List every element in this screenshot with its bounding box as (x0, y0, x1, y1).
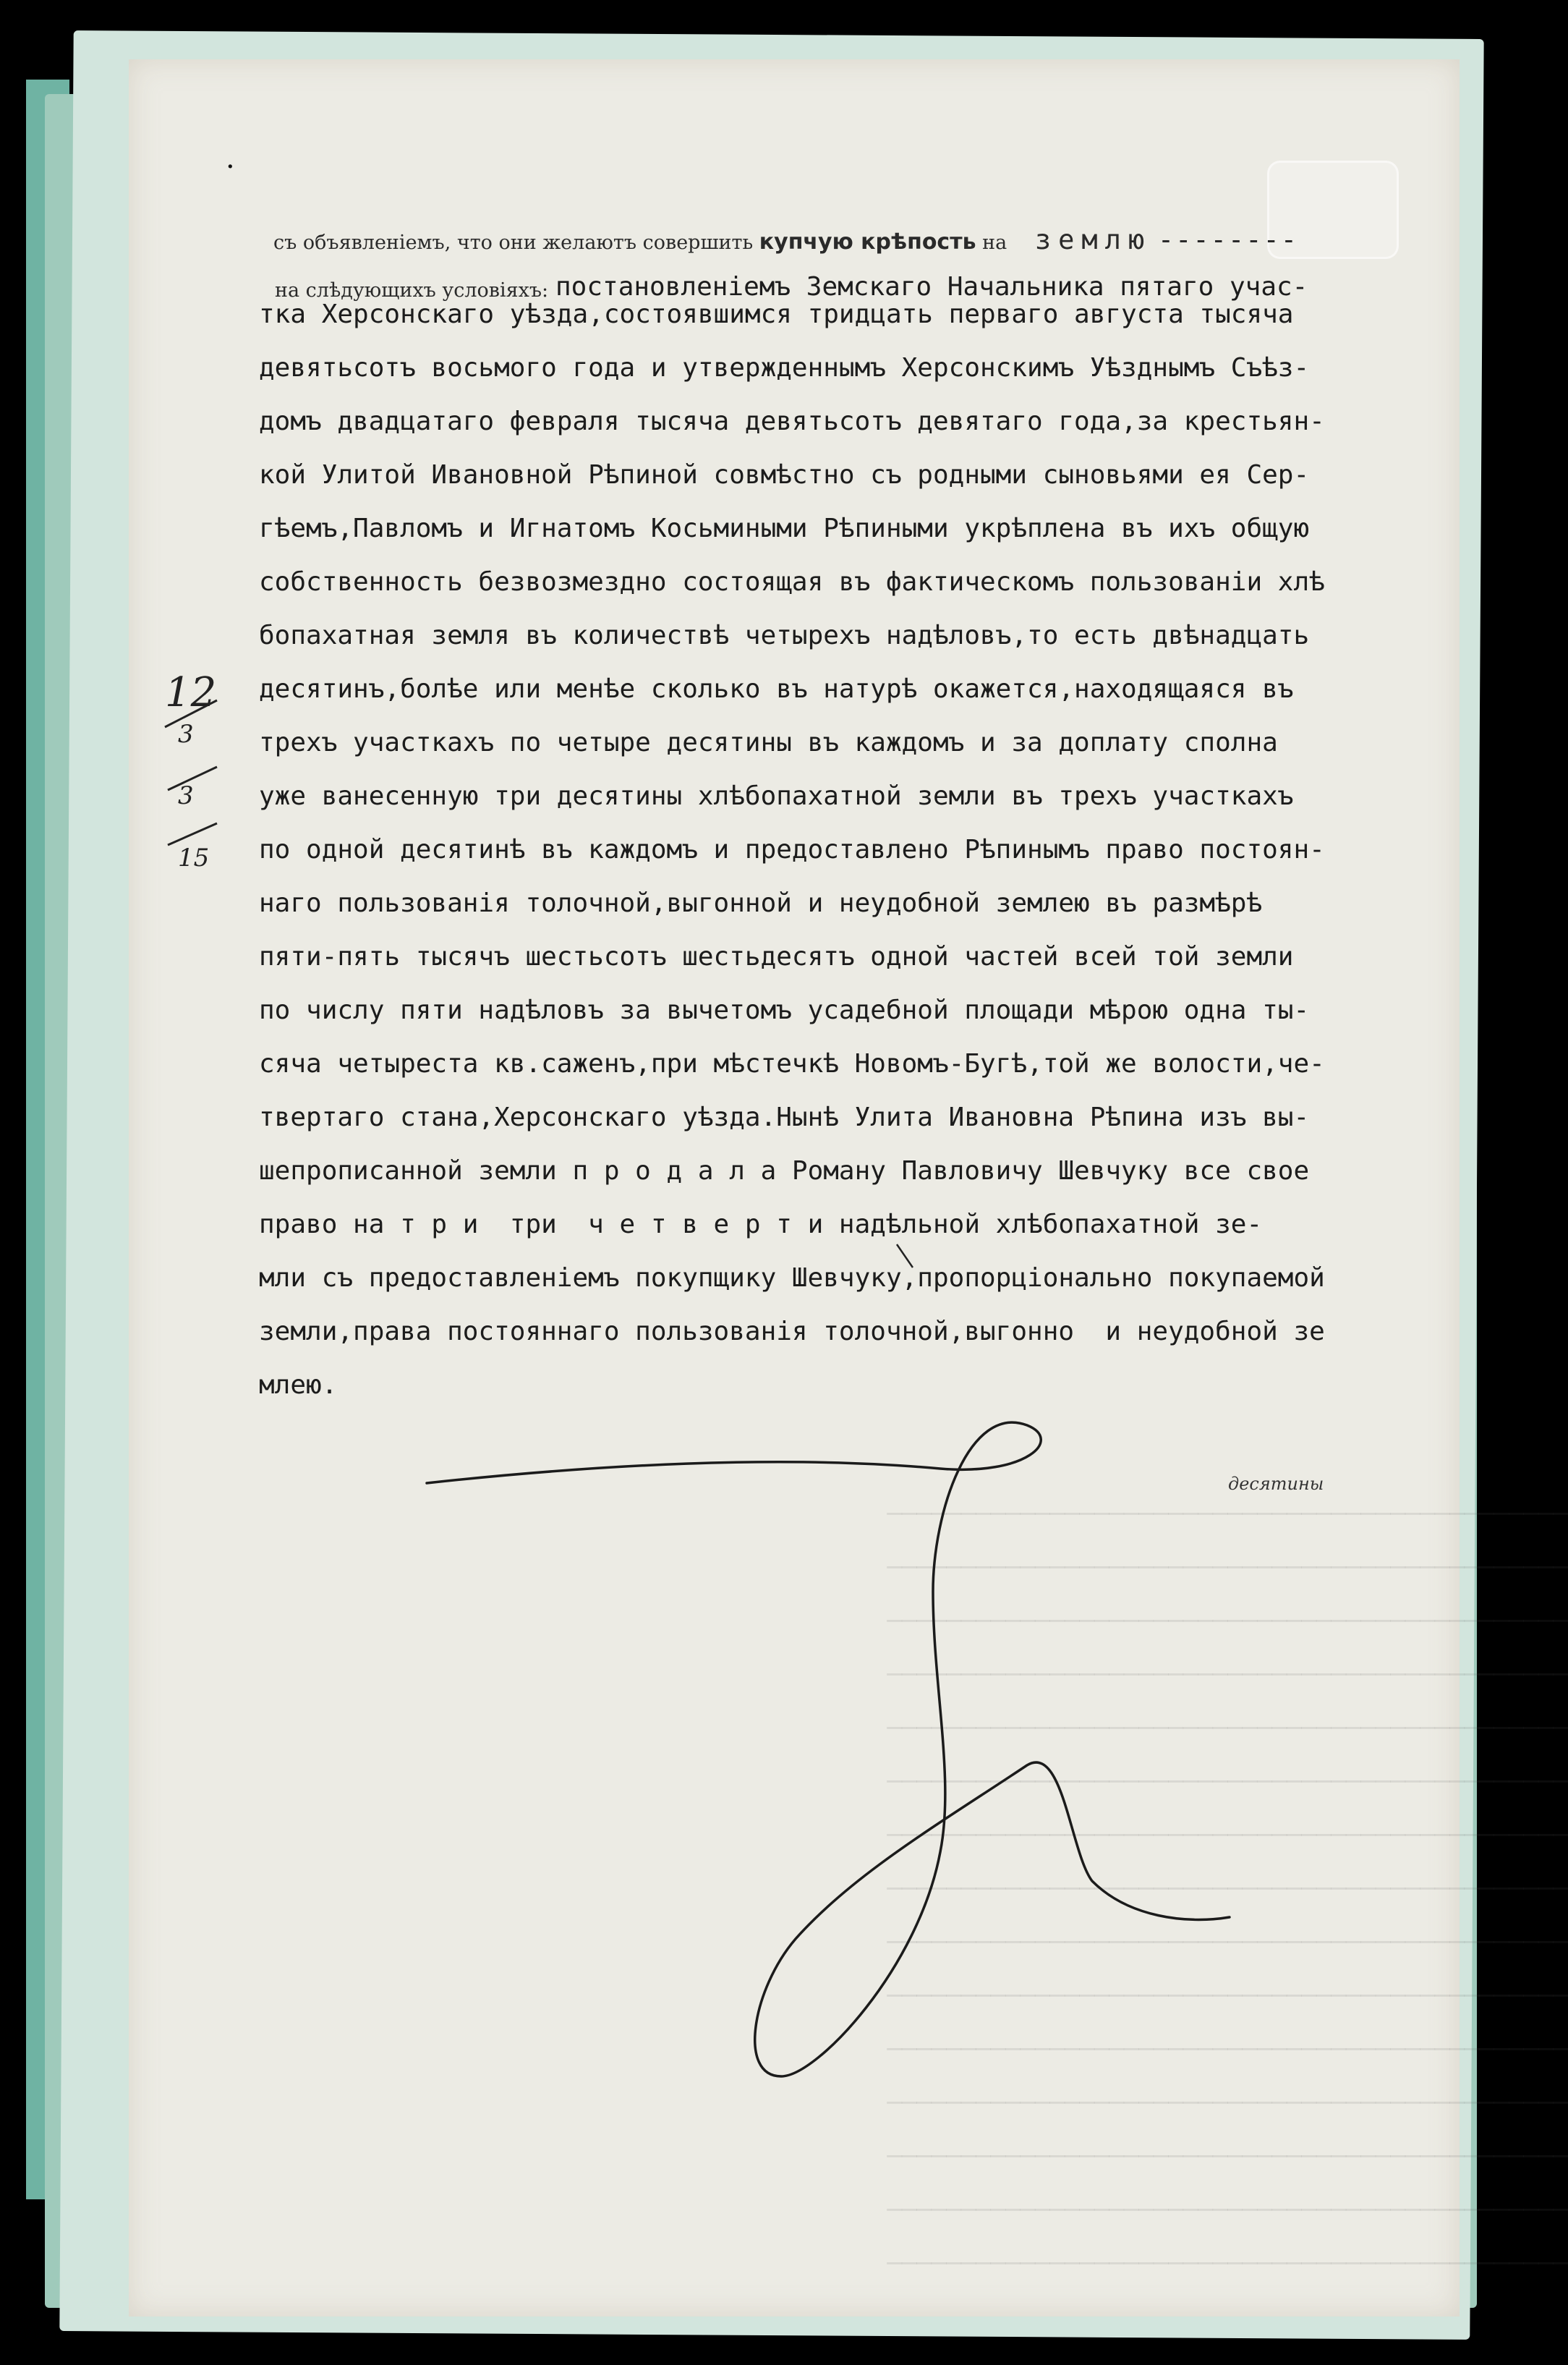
dash-fill: -------- (1157, 224, 1299, 255)
body-line: земли,права постояннаго пользованія толочной,выгонно и неудобной зе (259, 1317, 1325, 1346)
body-line: бопахатная земля въ количествѣ четырехъ надѣловъ,то есть двѣнадцать (259, 621, 1310, 650)
bleed-through-text: ────────────────────────────────────────────── ────────────────────────────────────────────── ────────────────────────────────────────────── ────────────────────────────────────────────── ────────────────────────────────────────────── ────────────────────────────────────────────── ────────────────────────────────────────────── ────────────────────────────────────────────── ────────────────────────────────────────────── ────────────────────────────────────────────── ────────────────────────────────────────────── ────────────────────────────────────────────── ────────────────────────────────────────────── ────────────────────────────────────────────── ────────────────────────────────────────────── (887, 1500, 1568, 2278)
body-line: пяти-пять тысячъ шестьсотъ шестьдесятъ одной частей всей той земли (259, 942, 1294, 972)
body-line: уже ванесенную три десятины хлѣбопахатной земли въ трехъ участкахъ (259, 781, 1294, 811)
body-line: десятинъ,болѣе или менѣе сколько въ натурѣ окажется,находящаяся въ (259, 674, 1294, 704)
form-na: на (982, 232, 1007, 254)
body-line: девятьсотъ восьмого года и утвержденнымъ Херсонскимъ Уѣзднымъ Съѣз- (259, 353, 1310, 383)
body-line: твертаго стана,Херсонскаго уѣзда.Нынѣ Улита Ивановна Рѣпина изъ вы- (259, 1103, 1310, 1132)
body-line: право на т р и три ч е т в е р т и надѣльной хлѣбопахатной зе- (259, 1210, 1263, 1239)
body-line: по одной десятинѣ въ каждомъ и предоставлено Рѣпинымъ право постоян- (259, 835, 1325, 865)
body-line: по числу пяти надѣловъ за вычетомъ усадебной площади мѣрою одна ты- (259, 995, 1310, 1025)
subject-land: землю (1034, 224, 1152, 255)
margin-note-4: 15 (178, 844, 210, 872)
body-line: трехъ участкахъ по четыре десятины въ каждомъ и за доплату сполна (259, 728, 1278, 757)
margin-note-1: 12 (165, 669, 217, 716)
body-line: шепрописанной земли п р о д а л а Роману Павловичу Шевчуку все свое (259, 1156, 1310, 1186)
body-line: гѣемъ,Павломъ и Игнатомъ Косьмиными Рѣпиными укрѣплена въ ихъ общую (259, 514, 1310, 543)
handwritten-insertion: десятины (1228, 1474, 1324, 1494)
body-line: кой Улитой Ивановной Рѣпиной совмѣстно съ родными сыновьями ея Сер- (259, 460, 1310, 490)
ink-dot: · (226, 150, 235, 184)
body-line: млею. (259, 1370, 338, 1400)
form-prefix: съ объявленіемъ, что они желаютъ совершить (273, 232, 754, 254)
deed-type: купчую крѣпость (759, 229, 976, 255)
body-line: собственность безвозмездно состоящая въ фактическомъ пользованіи хлѣ (259, 567, 1325, 597)
margin-note-3: 3 (178, 781, 194, 810)
body-line: домъ двадцатаго февраля тысяча девятьсотъ девятаго года,за крестьян- (259, 407, 1325, 436)
form-conditions-label: на слѣдующихъ условіяхъ: (275, 279, 549, 302)
margin-note-2: 3 (178, 720, 194, 749)
body-line: мли съ предоставленіемъ покупщику Шевчуку,пропорціонально покупаемой (259, 1263, 1325, 1293)
body-line: сяча четыреста кв.саженъ,при мѣстечкѣ Новомъ-Бугѣ,той же волости,че- (259, 1049, 1325, 1079)
body-line: тка Херсонскаго уѣзда,состоявшимся тридцать перваго августа тысяча (259, 300, 1294, 329)
body-line: наго пользованія толочной,выгонной и неудобной землею въ размѣрѣ (259, 888, 1263, 918)
body-first-line: постановленіемъ Земскаго Начальника пятаго учас- (555, 272, 1308, 302)
